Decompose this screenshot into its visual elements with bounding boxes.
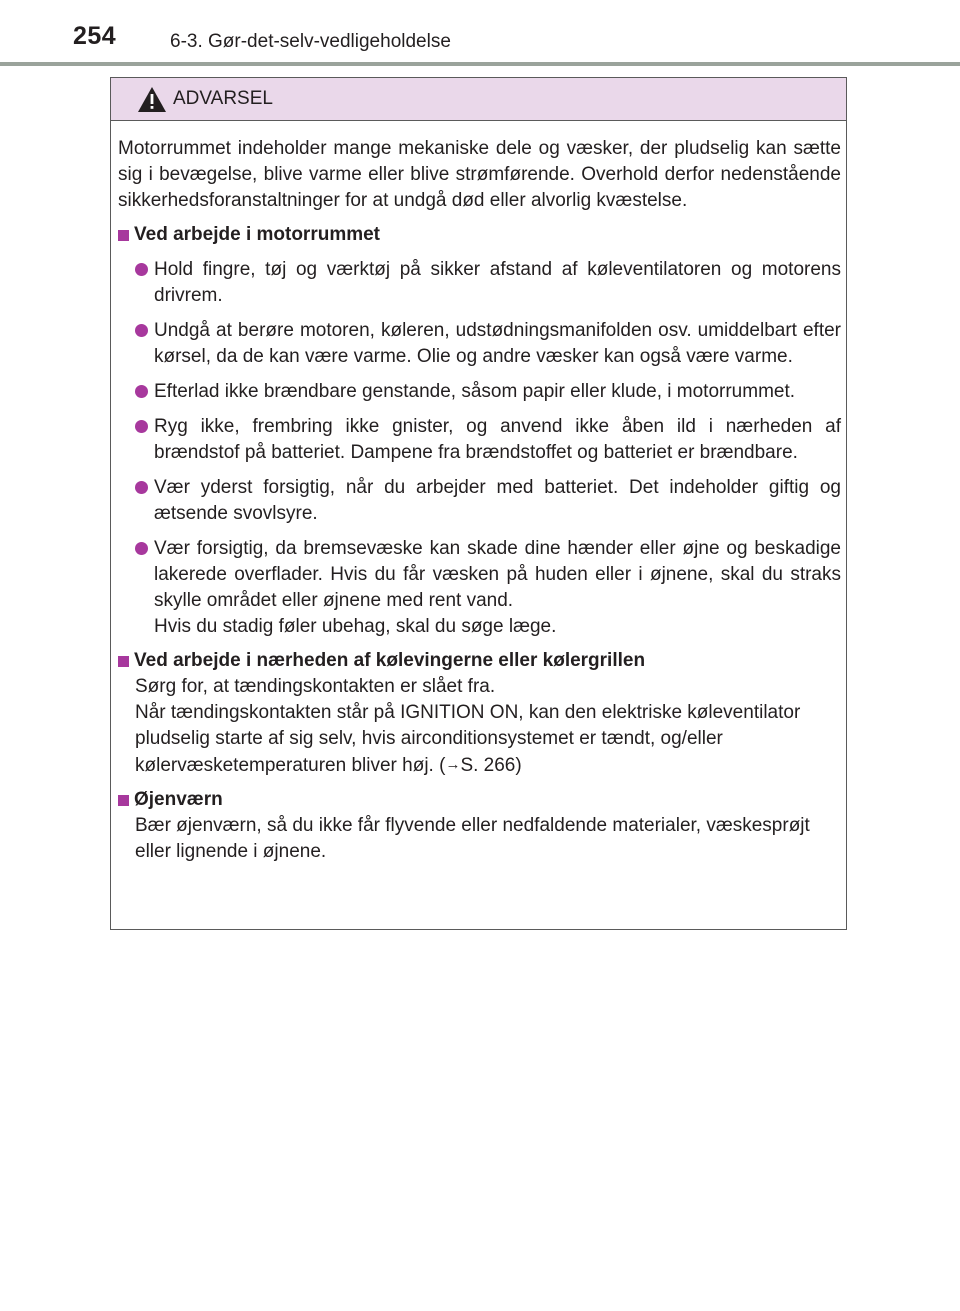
section-heading-label: Øjenværn xyxy=(134,789,223,810)
section-line xyxy=(135,700,841,779)
page-header xyxy=(0,0,960,66)
section-text xyxy=(118,674,841,779)
section-heading xyxy=(118,222,841,248)
round-bullet-icon xyxy=(135,420,148,433)
round-bullet-icon xyxy=(135,385,148,398)
list-item-text: Hold fingre, tøj og værktøj på sikker afstand af køleventilatoren og motorens drivrem. xyxy=(154,259,841,306)
section-engine-compartment xyxy=(118,222,841,640)
section-heading xyxy=(118,787,841,813)
round-bullet-icon xyxy=(135,481,148,494)
list-item-text: Vær yderst forsigtig, når du arbejder med batteriet. Det indeholder giftig og ætsende svovlsyre. xyxy=(154,477,841,524)
section-title: 6-3. Gør-det-selv-vedligeholdelse xyxy=(170,31,451,52)
square-bullet-icon xyxy=(118,230,129,241)
warning-title: ADVARSEL xyxy=(173,88,273,109)
warning-triangle-icon xyxy=(137,86,167,113)
warning-box xyxy=(110,77,847,930)
section-heading-label: Ved arbejde i nærheden af kølevingerne eller kølergrillen xyxy=(134,650,646,671)
section-radiator xyxy=(118,648,841,779)
section-heading xyxy=(118,648,841,674)
section-text: Bær øjenværn, så du ikke får flyvende eller nedfaldende materialer, væskesprøjt eller lignende i øjnene. xyxy=(135,815,810,862)
square-bullet-icon xyxy=(118,656,129,667)
list-item xyxy=(118,536,841,640)
header-rule xyxy=(0,62,960,66)
warning-body xyxy=(118,136,841,865)
list-item xyxy=(118,414,841,466)
list-item-text: Efterlad ikke brændbare genstande, såsom papir eller klude, i motorrummet. xyxy=(154,381,796,402)
list-item-extra: Hvis du stadig føler ubehag, skal du søge læge. xyxy=(154,616,557,637)
list-item xyxy=(118,379,841,405)
section-heading-label: Ved arbejde i motorrummet xyxy=(134,224,381,245)
round-bullet-icon xyxy=(135,324,148,337)
arrow-right-icon: → xyxy=(445,756,461,773)
page-number: 254 xyxy=(73,22,117,50)
list-item xyxy=(118,257,841,309)
page-reference-link[interactable]: S. 266) xyxy=(460,755,522,776)
round-bullet-icon xyxy=(135,263,148,276)
section-eye-protection xyxy=(118,787,841,865)
list-item-text: Undgå at berøre motoren, køleren, udstødningsmanifolden osv. umiddelbart efter kørsel, da de kan være varme. Olie og andre væsker kan også være varme. xyxy=(154,320,841,367)
square-bullet-icon xyxy=(118,795,129,806)
section-line-text: Når tændingskontakten står på IGNITION ON, kan den elektriske køleventilator pludselig starte af sig selv, hvis airconditionsystemet er tændt, og/eller kølervæsketemperaturen bliver høj. ( xyxy=(135,702,801,776)
list-item-text: Vær forsigtig, da bremsevæske kan skade dine hænder eller øjne og beskadige lakerede overflader. Hvis du får væsken på huden eller i øjnene, skal du straks skylle området eller øjnene med rent vand. xyxy=(154,538,841,611)
list-item xyxy=(118,318,841,370)
warning-intro: Motorrummet indeholder mange mekaniske dele og væsker, der pludselig kan sætte sig i bevægelse, blive varme eller blive strømførende. Overhold derfor nedenstående sikkerhedsforanstaltninger for at undgå død eller alvorlig kvæstelse. xyxy=(118,138,841,211)
list-item xyxy=(118,475,841,527)
warning-header xyxy=(111,78,846,121)
section-line: Sørg for, at tændingskontakten er slået fra. xyxy=(135,676,496,697)
round-bullet-icon xyxy=(135,542,148,555)
list-item-text: Ryg ikke, frembring ikke gnister, og anvend ikke åben ild i nærheden af brændstof på batteriet. Dampene fra brændstoffet og batteriet er brændbare. xyxy=(154,416,841,463)
